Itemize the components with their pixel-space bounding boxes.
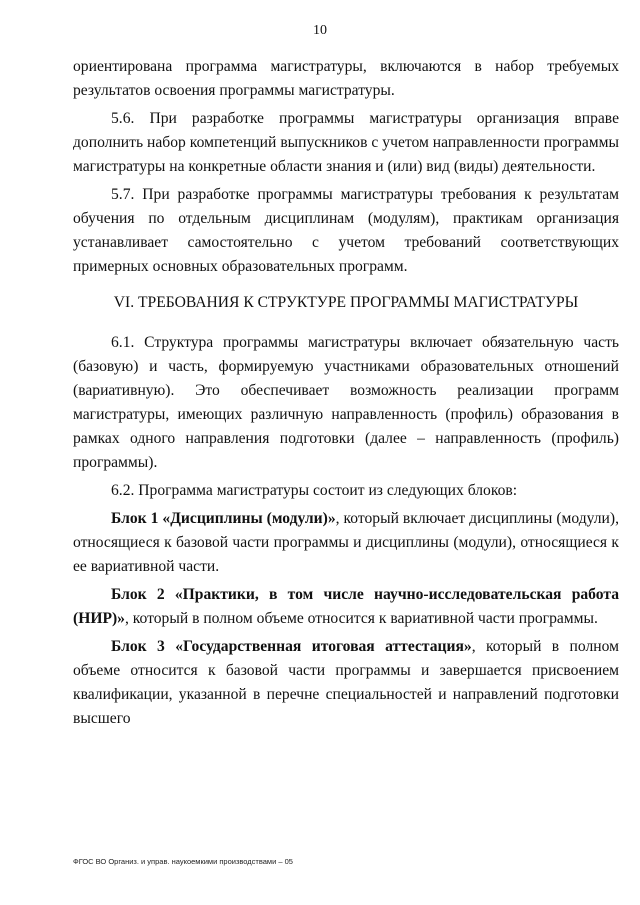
paragraph-continuation: ориентирована программа магистратуры, включаются в набор требуемых результатов освоения программы магистратуры. [73, 58, 619, 99]
block-2-paragraph [73, 583, 619, 631]
block-1-title: Блок 1 «Дисциплины (модули)» [111, 510, 336, 527]
block-3-paragraph [73, 635, 619, 731]
block-2-text: , который в полном объеме относится к вариативной части программы. [124, 610, 598, 627]
paragraph-5-7: 5.7. При разработке программы магистратуры требования к результатам обучения по отдельным дисциплинам (модулям), практикам организация устанавливает самостоятельно с учетом требований соответствующих примерных основных образовательных программ. [73, 186, 619, 275]
block-3-title: Блок 3 «Государственная итоговая аттестация» [111, 638, 472, 655]
document-footer: ФГОС ВО Организ. и управ. наукоемкими производствами – 05 [73, 857, 293, 866]
paragraph-5-6: 5.6. При разработке программы магистратуры организация вправе дополнить набор компетенций выпускников с учетом направленности программы магистратуры на конкретные области знания и (или) вид (виды) деятельности. [73, 110, 619, 175]
document-body [73, 55, 619, 735]
page-number: 10 [313, 23, 327, 38]
block-1-paragraph [73, 507, 619, 579]
block-2-title: Блок 2 «Практики, в том числе научно-исследовательская работа (НИР)» [73, 586, 619, 627]
paragraph-6-2: 6.2. Программа магистратуры состоит из следующих блоков: [111, 482, 518, 499]
section-heading: VI. ТРЕБОВАНИЯ К СТРУКТУРЕ ПРОГРАММЫ МАГИСТРАТУРЫ [113, 294, 579, 311]
block-3-text: , который в полном объеме относится к базовой части программы и завершается присвоением квалификации, указанной в перечне специальностей и направлений подготовки высшего [73, 638, 619, 727]
block-1-text: , который включает дисциплины (модули), относящиеся к базовой части программы и дисциплины (модули), относящиеся к ее вариативной части. [73, 510, 619, 575]
paragraph-6-1: 6.1. Структура программы магистратуры включает обязательную часть (базовую) и часть, формируемую участниками образовательных отношений (вариативную). Это обеспечивает возможность реализации программ магистратуры, имеющих различную направленность (профиль) образования в рамках одного направления подготовки (далее – направленность (профиль) программы). [73, 334, 619, 471]
